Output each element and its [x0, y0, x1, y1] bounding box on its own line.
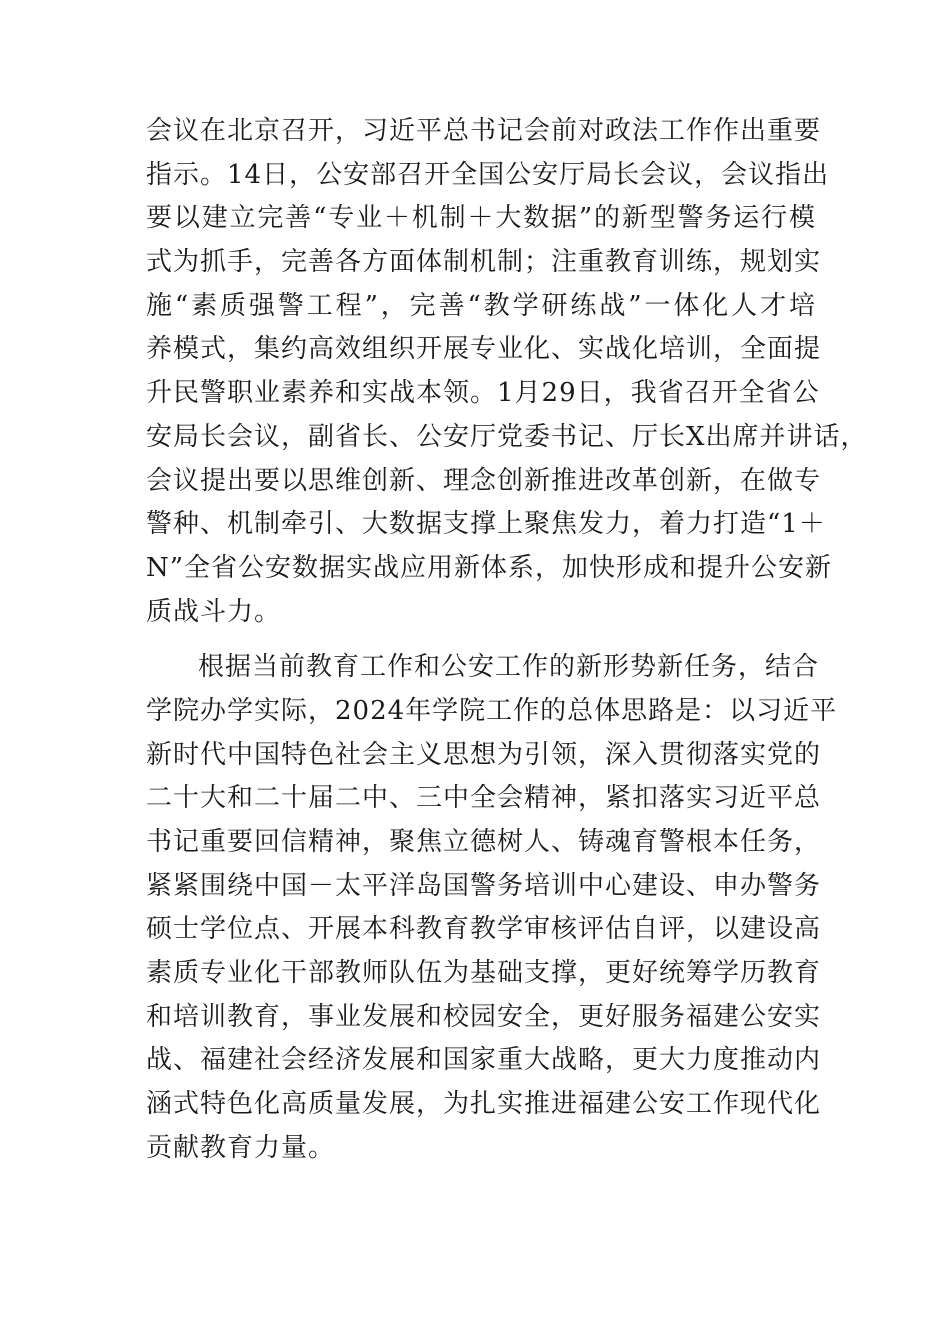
- paragraph-line: 战、福建社会经济发展和国家重大战略，更大力度推动内: [146, 1045, 822, 1076]
- paragraph-line: 学院办学实际，2024年学院工作的总体思路是：以习近平: [146, 695, 838, 726]
- paragraph-line: 和培训教育，事业发展和校园安全，更好服务福建公安实: [146, 1001, 822, 1032]
- paragraph-line: 警种、机制牵引、大数据支撑上聚焦发力，着力打造“1＋: [146, 509, 826, 540]
- paragraph-line: 指示。14日，公安部召开全国公安厅局长会议，会议指出: [146, 159, 830, 190]
- paragraph-line: 质战斗力。: [146, 596, 282, 627]
- paragraph-line: 施“素质强警工程”，完善“教学研练战”一体化人才培: [146, 290, 816, 321]
- paragraph-line: 素质专业化干部教师队伍为基础支撑，更好统筹学历教育: [146, 958, 822, 989]
- paragraph-spacer: [146, 634, 816, 646]
- document-body: [146, 110, 868, 1171]
- paragraph-line: 会议提出要以思维创新、理念创新推进改革创新，在做专: [146, 465, 822, 496]
- paragraph-line: N”全省公安数据实战应用新体系，加快形成和提升公安新: [146, 552, 833, 583]
- paragraph-line: 会议在北京召开，习近平总书记会前对政法工作作出重要: [146, 116, 822, 146]
- paragraph-line: 安局长会议，副省长、公安厅党委书记、厅长X出席并讲话，: [146, 421, 868, 452]
- paragraph-line: 紧紧围绕中国－太平洋岛国警务培训中心建设、申办警务: [146, 870, 822, 901]
- paragraph-line: 涵式特色化高质量发展，为扎实推进福建公安工作现代化: [146, 1089, 822, 1120]
- paragraph-line: 新时代中国特色社会主义思想为引领，深入贯彻落实党的: [146, 739, 822, 770]
- paragraph-line: 书记重要回信精神，聚焦立德树人、铸魂育警根本任务，: [146, 827, 822, 857]
- paragraph-line: 硕士学位点、开展本科教育教学审核评估自评，以建设高: [146, 914, 822, 945]
- paragraph-2: [146, 646, 838, 1170]
- paragraph-line: 二十大和二十届二中、三中全会精神，紧扣落实习近平总: [146, 783, 822, 814]
- paragraph-line: 贡献教育力量。: [146, 1132, 336, 1163]
- paragraph-line: 升民警职业素养和实战本领。1月29日，我省召开全省公: [146, 378, 820, 409]
- paragraph-line: 养模式，集约高效组织开展专业化、实战化培训，全面提: [146, 334, 822, 365]
- paragraph-1: [146, 110, 868, 634]
- paragraph-line: 式为抓手，完善各方面体制机制；注重教育训练，规划实: [146, 247, 822, 278]
- paragraph-line: 要以建立完善“专业＋机制＋大数据”的新型警务运行模: [146, 203, 816, 234]
- paragraph-line: 根据当前教育工作和公安工作的新形势新任务，结合: [198, 652, 820, 683]
